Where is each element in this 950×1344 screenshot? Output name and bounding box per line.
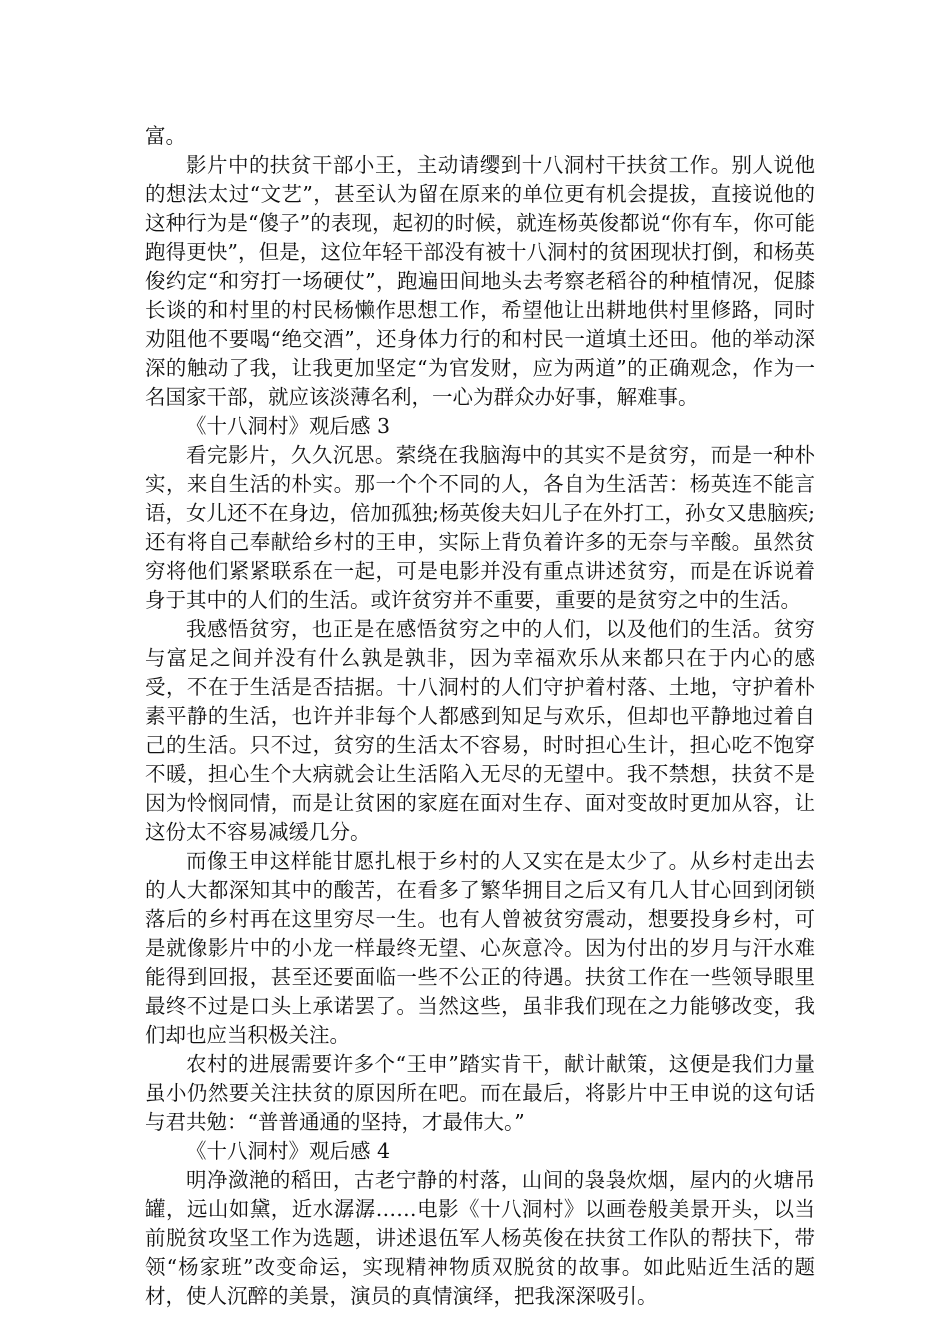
paragraph-continuation: 富。: [145, 124, 186, 148]
paragraph: 农村的进展需要许多个“王申”踏实肯干，献计献策，这便是我们力量虽小仍然要关注扶贫的原因所在吧。而在最后，将影片中王申说的这句话与君共勉：“普普通通的坚持，才最伟大。”: [145, 1052, 815, 1134]
paragraph: 看完影片，久久沉思。萦绕在我脑海中的其实不是贫穷，而是一种朴实，来自生活的朴实。那一个个不同的人，各自为生活苦：杨英连不能言语，女儿还不在身边，倍加孤独;杨英俊夫妇儿子在外打工，孙女又患脑疾;还有将自己奉献给乡村的王申，实际上背负着许多的无奈与辛酸。虽然贫穷将他们紧紧联系在一起，可是电影并没有重点讲述贫穷，而是在诉说着身于其中的人们的生活。或许贫穷并不重要，重要的是贫穷之中的生活。: [145, 443, 815, 612]
section-heading: 《十八洞村》观后感 4: [186, 1139, 391, 1163]
document-body: [145, 122, 815, 1311]
paragraph: 影片中的扶贫干部小王，主动请缨到十八洞村干扶贫工作。别人说他的想法太过“文艺”，甚至认为留在原来的单位更有机会提拔，直接说他的这种行为是“傻子”的表现，起初的时候，就连杨英俊都说“你有车，你可能跑得更快”，但是，这位年轻干部没有被十八洞村的贫困现状打倒，和杨英俊约定“和穷打一场硬仗”，跑遍田间地头去考察老稻谷的种植情况，促膝长谈的和村里的村民杨懒作思想工作，希望他让出耕地供村里修路，同时劝阻他不要喝“绝交酒”，还身体力行的和村民一道填土还田。他的举动深深的触动了我，让我更加坚定“为官发财，应为两道”的正确观念，作为一名国家干部，就应该淡薄名利，一心为群众办好事，解难事。: [145, 153, 815, 409]
paragraph: 我感悟贫穷，也正是在感悟贫穷之中的人们，以及他们的生活。贫穷与富足之间并没有什么孰是孰非，因为幸福欢乐从来都只在于内心的感受，不在于生活是否拮据。十八洞村的人们守护着村落、土地，守护着朴素平静的生活，也许并非每个人都感到知足与欢乐，但却也平静地过着自己的生活。只不过，贫穷的生活太不容易，时时担心生计，担心吃不饱穿不暖，担心生个大病就会让生活陷入无尽的无望中。我不禁想，扶贫不是因为怜悯同情，而是让贫困的家庭在面对生存、面对变故时更加从容，让这份太不容易减缓几分。: [145, 617, 815, 844]
paragraph: 明净潋滟的稻田，古老宁静的村落，山间的袅袅炊烟，屋内的火塘吊罐，远山如黛，近水潺潺……电影《十八洞村》以画卷般美景开头，以当前脱贫攻坚工作为选题，讲述退伍军人杨英俊在扶贫工作队的帮扶下，带领“杨家班”改变命运，实现精神物质双脱贫的故事。如此贴近生活的题材，使人沉醉的美景，演员的真情演绎，把我深深吸引。: [145, 1168, 815, 1308]
paragraph: 而像王申这样能甘愿扎根于乡村的人又实在是太少了。从乡村走出去的人大都深知其中的酸苦，在看多了繁华拥目之后又有几人甘心回到闭锁落后的乡村再在这里穷尽一生。也有人曾被贫穷震动，想要投身乡村，可是就像影片中的小龙一样最终无望、心灰意冷。因为付出的岁月与汗水难能得到回报，甚至还要面临一些不公正的待遇。扶贫工作在一些领导眼里最终不过是口头上承诺罢了。当然这些，虽非我们现在之力能够改变，我们却也应当积极关注。: [145, 849, 815, 1047]
section-heading: 《十八洞村》观后感 3: [186, 414, 391, 438]
